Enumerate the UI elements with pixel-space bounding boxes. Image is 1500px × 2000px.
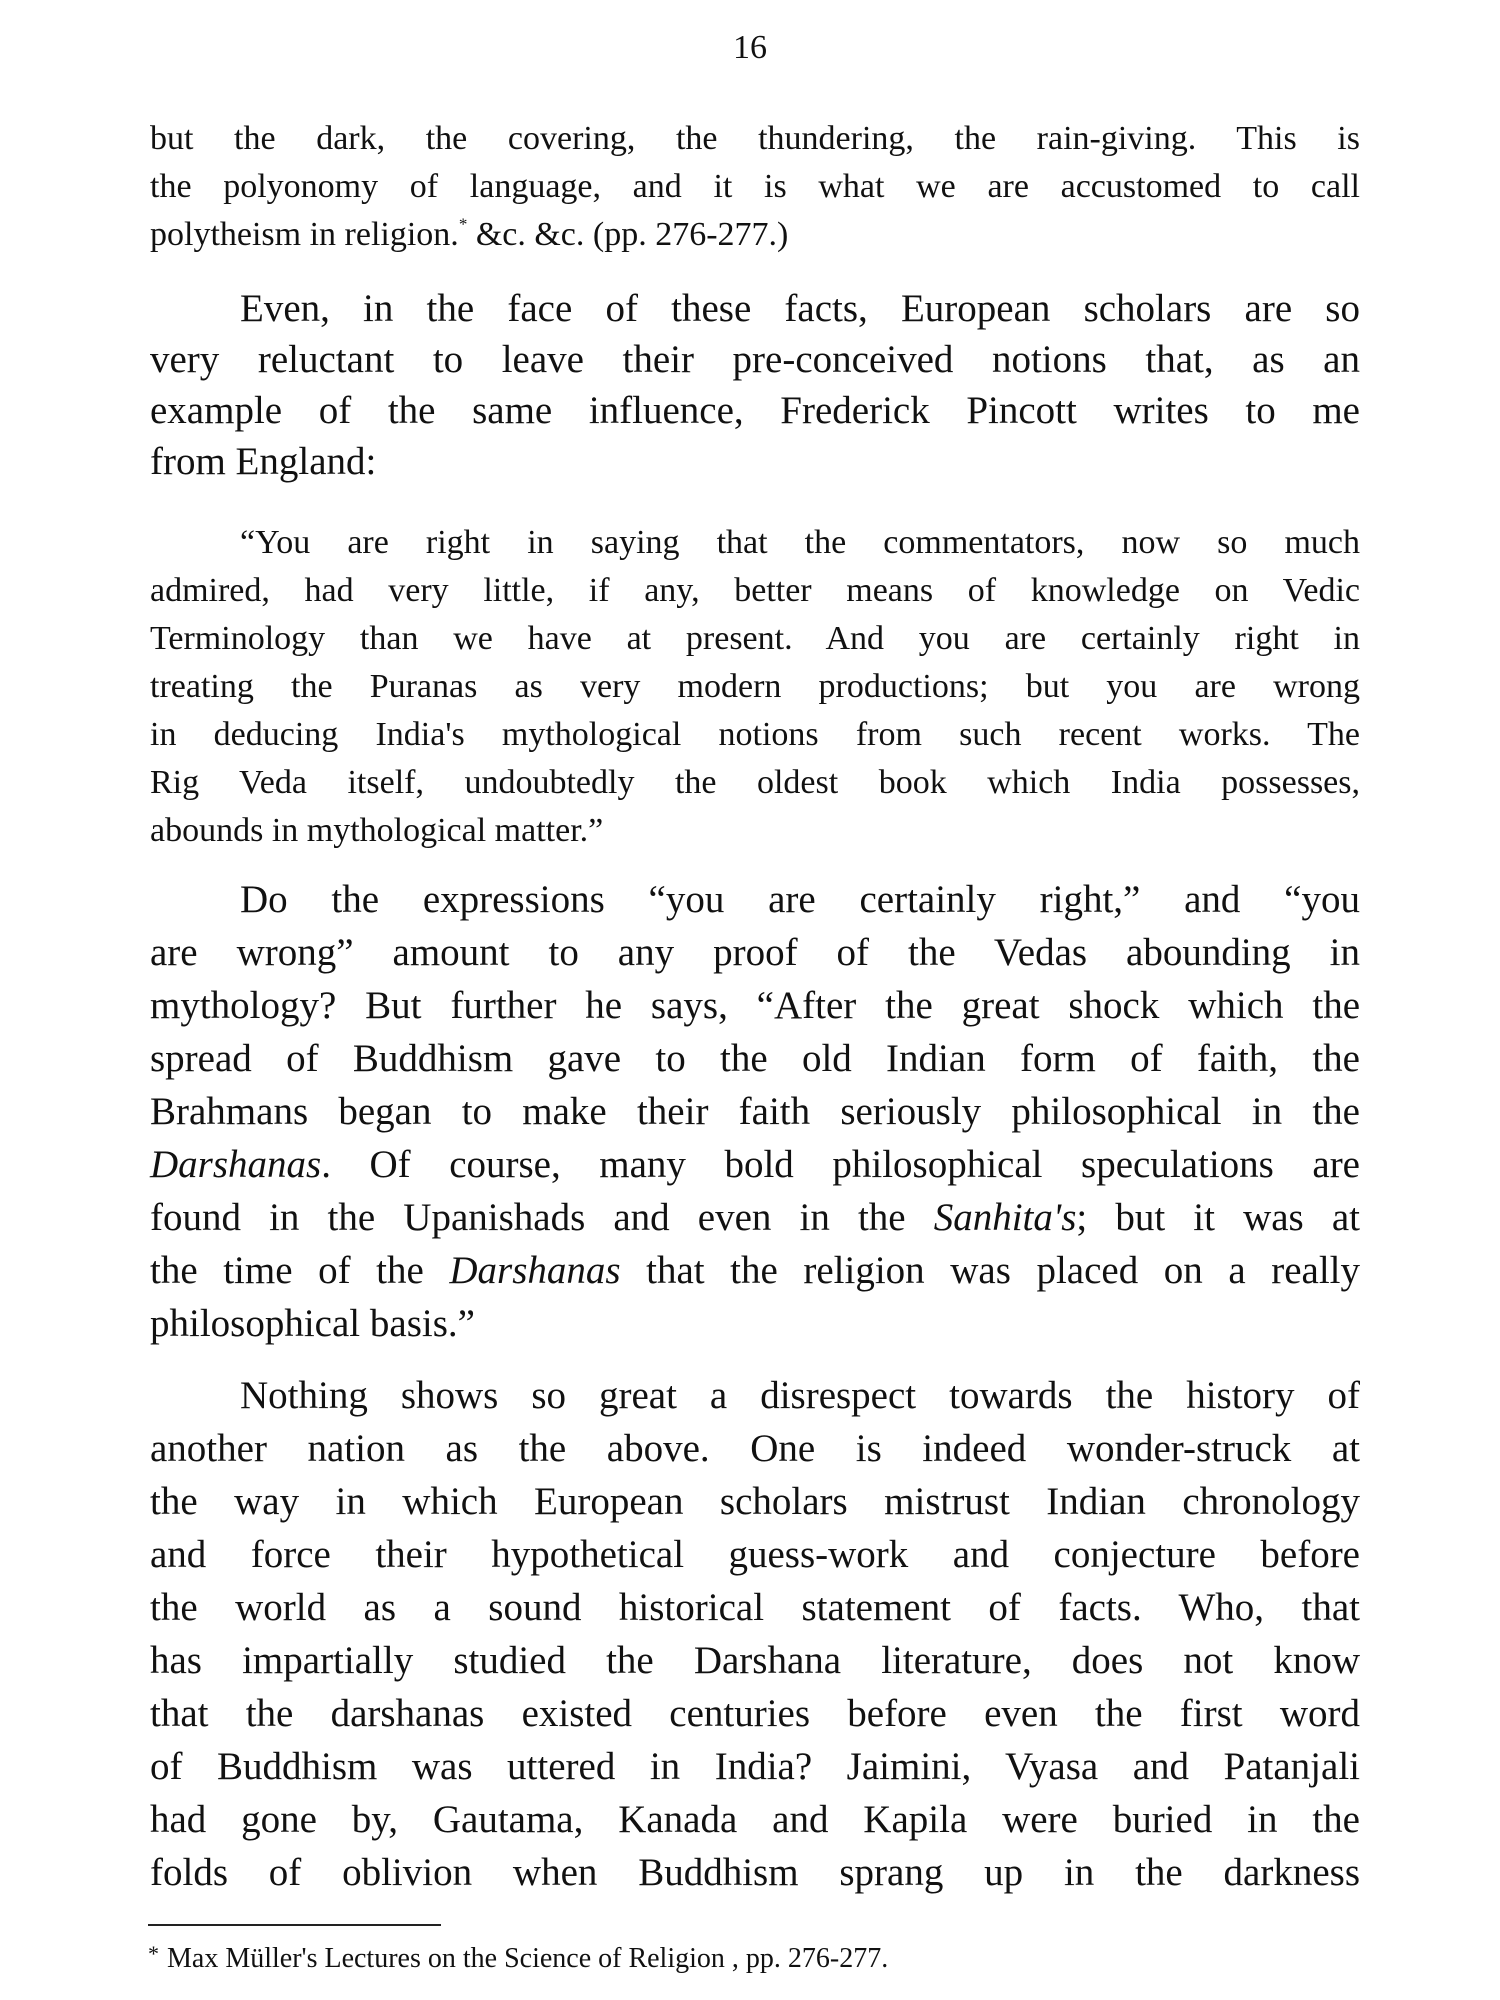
footnote — [148, 1937, 888, 1976]
italic-term: Darshanas — [449, 1249, 621, 1292]
footnote-reference: * — [458, 214, 468, 234]
italic-term: Sanhita's — [933, 1196, 1077, 1239]
footnote-text: Max Müller's Lectures on the Science of Religion , pp. 276-277. — [167, 1943, 889, 1974]
italic-term: Darshanas — [150, 1143, 322, 1186]
page-number: 16 — [733, 29, 767, 66]
footnote-marker: * — [148, 1941, 159, 1966]
footnote-divider — [148, 1924, 441, 1926]
